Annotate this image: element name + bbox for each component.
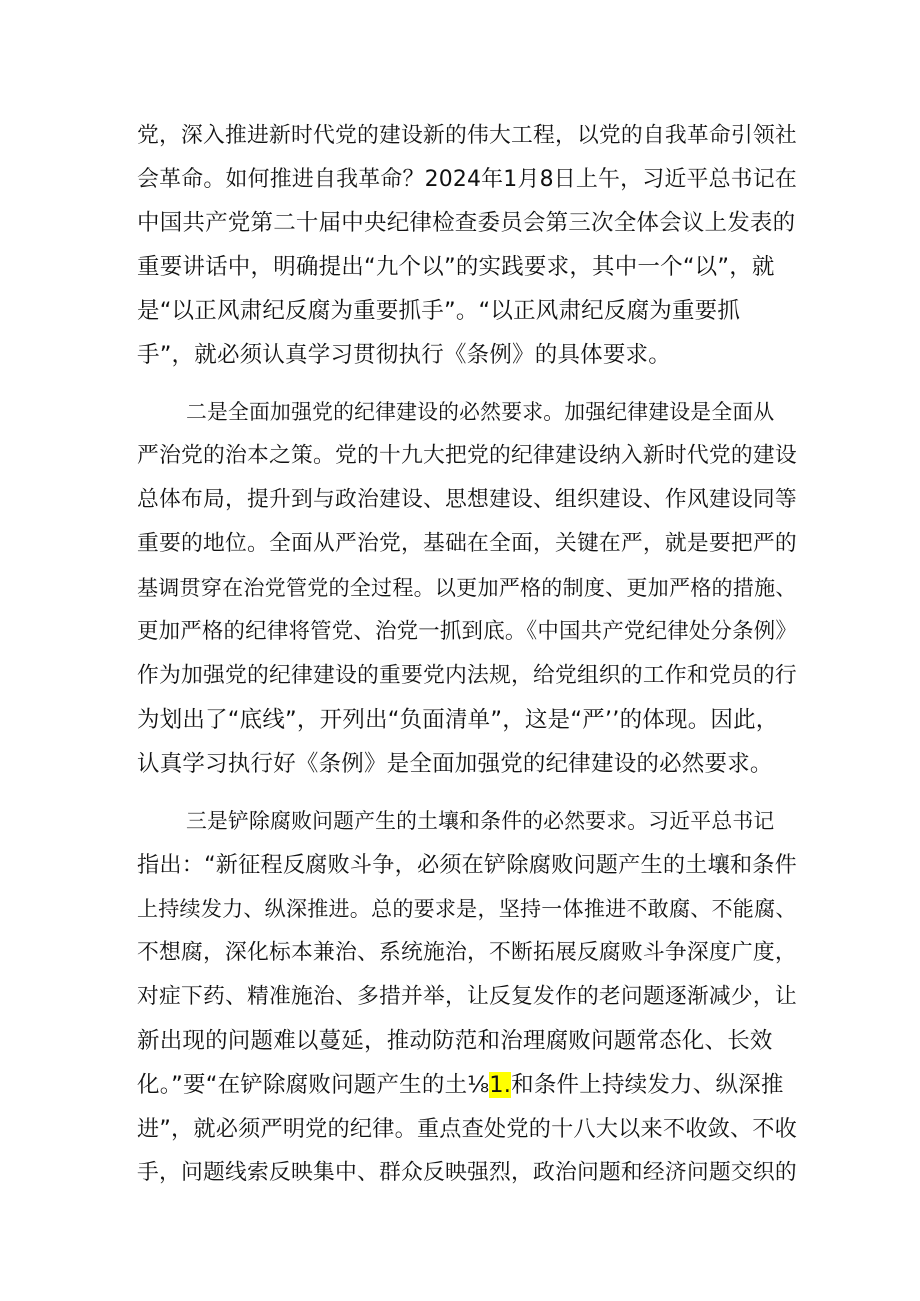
paragraph-2-line-3: 总体布局，提升到与政治建设、思想建设、组织建设、作风建设同等: [137, 487, 797, 512]
line-text-after-highlight: 和条件上持续发力、纵深推: [511, 1072, 784, 1098]
paragraph-1-line-6: 手”，就必须认真学习贯彻执行《条例》的具体要求。: [137, 342, 671, 368]
paragraph-3-line-1: 三是铲除腐败问题产生的土壤和条件的必然要求。习近平总书记: [186, 809, 775, 833]
paragraph-2-line-9: 认真学习执行好《条例》是全面加强党的纪律建设的必然要求。: [137, 751, 773, 777]
line-text-before-highlight: 化。”要“在铲除腐败问题产生的土⅛: [137, 1072, 490, 1098]
paragraph-3-line-7: [137, 1070, 797, 1100]
paragraph-3-line-6: 新出现的问题难以蔓延，推动防范和治理腐败问题常态化、长效: [137, 1028, 773, 1054]
paragraph-2-line-4: 重要的地位。全面从严治党，基础在全面，关键在严，就是要把严的: [137, 531, 797, 556]
paragraph-2-line-5: 基调贯穿在治党管党的全过程。以更加严格的制度、更加严格的措施、: [137, 575, 797, 600]
paragraph-3-line-5: 对症下药、精准施治、多措并举，让反复发作的老问题逐渐减少，让: [137, 984, 797, 1009]
highlighted-text: 1.: [489, 1072, 512, 1098]
paragraph-2-line-7: 作为加强党的纪律建设的重要党内法规，给党组织的工作和党员的行: [137, 663, 797, 688]
paragraph-1-line-5: 是“以正风肃纪反腐为重要抓手”。“以正风肃纪反腐为重要抓: [137, 298, 741, 324]
paragraph-1-line-1: 党，深入推进新时代党的建设新的伟大工程，以党的自我革命引领社: [137, 123, 797, 148]
paragraph-2-line-6: 更加严格的纪律将管党、治党一抓到底。《中国共产党纪律处分条例》: [137, 619, 798, 644]
paragraph-2-line-8: 为划出了“底线”，开列出“负面清单”，这是“严’’的体现。因此，: [137, 707, 779, 733]
paragraph-3-line-4: 不想腐，深化标本兼治、系统施治，不断拓展反腐败斗争深度广度，: [137, 940, 797, 965]
paragraph-3-line-2: 指出：“新征程反腐败斗争，必须在铲除腐败问题产生的土壤和条件: [137, 852, 798, 878]
paragraph-3-line-8: 进”，就必须严明党的纪律。重点查处党的十八大以来不收敛、不收: [137, 1116, 798, 1142]
paragraph-1-line-2: 会革命。如何推进自我革命？2024年1月8日上午，习近平总书记在: [137, 167, 798, 192]
paragraph-1-line-4: 重要讲话中，明确提出“九个以”的实践要求，其中一个“以”，就: [137, 254, 775, 280]
paragraph-1-line-3: 中国共产党第二十届中央纪律检查委员会第三次全体会议上发表的: [137, 210, 796, 236]
paragraph-2-line-1: 二是全面加强党的纪律建设的必然要求。加强纪律建设是全面从: [186, 400, 775, 424]
paragraph-3-line-9: 手，问题线索反映集中、群众反映强烈，政治问题和经济问题交织的: [137, 1160, 797, 1185]
paragraph-2-line-2: 严治党的治本之策。党的十九大把党的纪律建设纳入新时代党的建设: [137, 443, 797, 468]
paragraph-3-line-3: 上持续发力、纵深推进。总的要求是，坚持一体推进不敢腐、不能腐、: [137, 896, 797, 921]
